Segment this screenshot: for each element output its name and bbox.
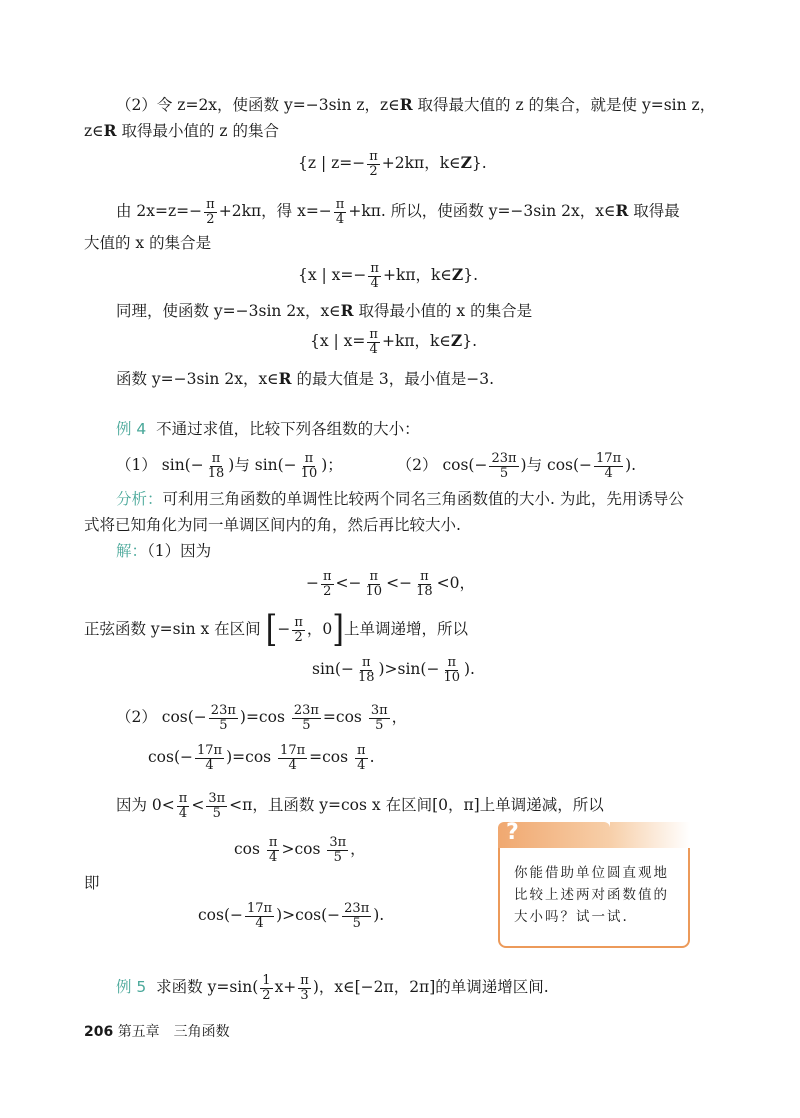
fraction: $\frac{17\pi}{4}$ (280, 742, 306, 773)
text: z∈ (84, 122, 104, 140)
fraction: $\frac{\pi}{18}$ (207, 450, 225, 481)
fraction: $\frac{\pi}{4}$ (369, 326, 378, 357)
text: =cos (309, 748, 354, 766)
fraction: $\frac{\pi}{10}$ (365, 568, 383, 599)
text: 可利用三角函数的单调性比较两个同名三角函数值的大小. 为此，先用诱导公 (162, 490, 684, 508)
analysis-label: 分析： (116, 490, 163, 508)
fraction: $\frac{17\pi}{4}$ (197, 742, 223, 773)
example-label: 例 5 (116, 978, 147, 996)
text: <− (335, 574, 362, 592)
text: x+ (274, 978, 297, 996)
para-from-line2 (84, 232, 211, 254)
fraction: $\frac{\pi}{4}$ (357, 742, 366, 773)
text: )>cos(− (276, 906, 341, 924)
text: >cos (281, 840, 326, 858)
fraction: $\frac{\pi}{4}$ (335, 196, 345, 227)
fraction: $\frac{23\pi}{5}$ (210, 702, 236, 733)
text: +kπ，k∈ (382, 266, 452, 284)
text: 上单调递增，所以 (343, 620, 468, 638)
text: =cos (322, 708, 367, 726)
text: （2）令 z=2x，使函数 y=−3sin z，z∈ (116, 96, 400, 114)
formula-set-x-max (298, 260, 478, 291)
text: ). (373, 906, 385, 924)
text: （1）因为 (147, 542, 212, 560)
text: }. (463, 266, 479, 284)
example-label: 例 4 (116, 420, 147, 438)
fraction: $\frac{\pi}{4}$ (370, 260, 379, 291)
text: 取得最大值的 z 的集合，就是使 y=sin z， (412, 96, 716, 114)
text: 取得最小值的 x 的集合是 (353, 302, 533, 320)
para-because (116, 790, 604, 821)
text: ). (464, 660, 475, 678)
text: sin(− (312, 660, 354, 678)
text: （1） sin(− (116, 456, 204, 474)
example-4-items (116, 450, 636, 481)
text: {x | x= (310, 332, 366, 350)
fraction: $\frac{23\pi}{5}$ (293, 702, 319, 733)
bold-R: R (278, 369, 292, 388)
text: )与 sin(− (228, 456, 297, 474)
text: 取得最小值的 z 的集合 (116, 122, 279, 140)
formula-final (198, 900, 384, 931)
text: 因为 0< (116, 796, 175, 814)
fraction: $\frac{\pi}{18}$ (416, 568, 433, 599)
para-max-min (116, 368, 494, 390)
fraction: $\frac{\pi}{2}$ (323, 568, 332, 599)
text: cos(− (198, 906, 244, 924)
text: 正弦函数 y=sin x 在区间 (84, 620, 261, 638)
bracket-right: ] (332, 608, 344, 651)
fraction: $\frac{1}{2}$ (262, 972, 271, 1003)
fraction: $\frac{3\pi}{5}$ (329, 834, 347, 865)
question-mark-icon: ? (506, 820, 519, 845)
text: {z | z=− (298, 154, 366, 172)
text: +2kπ，得 x=− (218, 202, 332, 220)
fraction: $\frac{3\pi}{5}$ (370, 702, 388, 733)
text: )； (321, 456, 343, 474)
para-same (116, 300, 532, 322)
text: − (306, 574, 319, 592)
text: 求函数 y=sin( (156, 978, 259, 996)
fraction: $\frac{23\pi}{5}$ (344, 900, 370, 931)
fraction: $\frac{\pi}{4}$ (178, 790, 188, 821)
para-from-line1 (116, 196, 680, 227)
text: 函数 y=−3sin 2x，x∈ (116, 370, 279, 388)
text: ，0 (306, 620, 333, 638)
tip-box (498, 820, 690, 948)
fraction: $\frac{\pi}{2}$ (369, 148, 378, 179)
text: }. (462, 332, 478, 350)
example-5 (116, 970, 549, 1004)
formula-inequality (306, 568, 475, 599)
fraction: $\frac{\pi}{10}$ (443, 654, 460, 685)
text: ， (350, 840, 366, 858)
text: {x | x=− (298, 266, 367, 284)
text: )=cos (226, 748, 277, 766)
para-p2-line2 (84, 120, 279, 142)
formula-cos-1 (116, 702, 407, 733)
text: )与 cos(− (520, 456, 593, 474)
fraction: $\frac{\pi}{4}$ (268, 834, 278, 865)
example-4-heading (116, 418, 420, 440)
text: cos(− (148, 748, 194, 766)
text: 的最大值是 3，最小值是−3. (291, 370, 495, 388)
bracket-left: [ (265, 608, 278, 651)
text: 即 (84, 874, 100, 892)
text: 大值的 x 的集合是 (84, 234, 212, 252)
formula-cos-compare (234, 834, 366, 865)
fraction: $\frac{3\pi}{5}$ (208, 790, 226, 821)
fraction: $\frac{\pi}{2}$ (206, 196, 215, 227)
text: <π，且函数 y=cos x 在区间[0，π]上单调递减，所以 (229, 796, 604, 814)
tip-text: 你能借助单位圆直观地比较上述两对函数值的大小吗？试一试. (514, 865, 669, 925)
text: +kπ. 所以，使函数 y=−3sin 2x，x∈ (348, 202, 616, 220)
text: （2） cos(− (116, 708, 207, 726)
text: )>sin(− (378, 660, 440, 678)
fraction: $\frac{17\pi}{4}$ (596, 450, 622, 481)
bold-Z: Z (450, 331, 463, 350)
para-p2-line1 (116, 94, 715, 116)
text: − (277, 620, 291, 638)
text: )=cos (239, 708, 290, 726)
page-footer (84, 1021, 230, 1041)
formula-set-z (298, 148, 487, 179)
text: )，x∈[−2π，2π]的单调递增区间. (312, 978, 549, 996)
text: （2） cos(− (396, 456, 488, 474)
fraction: $\frac{23\pi}{5}$ (491, 450, 517, 481)
para-sine-increasing (84, 608, 468, 651)
fraction: $\frac{\pi}{10}$ (300, 450, 318, 481)
page-number: 206 (84, 1024, 114, 1040)
text: 取得最 (628, 202, 680, 220)
text: ， (391, 708, 408, 726)
bold-R: R (615, 201, 629, 220)
bold-R: R (103, 121, 117, 140)
text: +kπ，k∈ (381, 332, 451, 350)
formula-sin-compare (312, 654, 475, 685)
word-ji (84, 872, 100, 894)
text: }. (471, 154, 487, 172)
bold-R: R (340, 301, 354, 320)
text: <− (386, 574, 413, 592)
chapter-title: 第五章 三角函数 (117, 1024, 230, 1040)
bold-R: R (399, 95, 413, 114)
bold-Z: Z (451, 265, 464, 284)
text: . (369, 748, 375, 766)
bold-Z: Z (460, 153, 472, 172)
formula-cos-2 (148, 742, 375, 773)
analysis-line1 (116, 488, 684, 510)
text: 不通过求值，比较下列各组数的大小： (156, 420, 420, 438)
solution-label: 解： (116, 542, 148, 560)
text: 由 2x=z=− (116, 202, 203, 220)
text: ). (625, 456, 637, 474)
tip-header-fade (610, 822, 690, 848)
text: +2kπ，k∈ (381, 154, 461, 172)
text: 同理，使函数 y=−3sin 2x，x∈ (116, 302, 341, 320)
fraction: $\frac{\pi}{18}$ (357, 654, 375, 685)
solution-heading (116, 540, 211, 562)
text: 式将已知角化为同一单调区间内的角，然后再比较大小. (84, 516, 461, 534)
fraction: $\frac{17\pi}{4}$ (247, 900, 273, 931)
text: <0， (436, 574, 475, 592)
formula-set-x-min (310, 326, 477, 357)
fraction: $\frac{\pi}{2}$ (294, 614, 303, 645)
text: cos (234, 840, 265, 858)
analysis-line2 (84, 514, 461, 536)
text: < (191, 796, 205, 814)
fraction: $\frac{\pi}{3}$ (300, 972, 309, 1003)
